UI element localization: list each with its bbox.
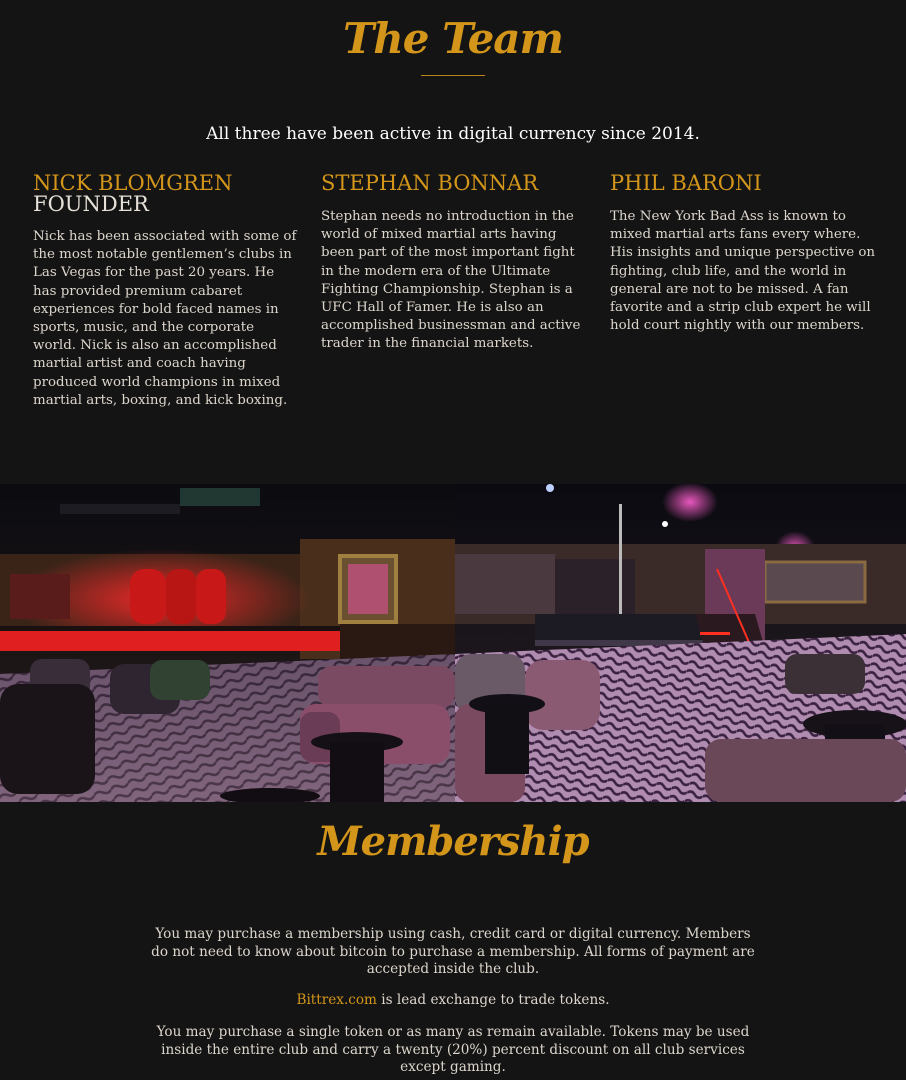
- member-bio: The New York Bad Ass is known to mixed martial arts fans every where. His insights and unique perspective on fighting, club life, and the world in general are not to be missed. A fan favorite and a strip club expert he will hold court nightly with our members.: [610, 209, 876, 334]
- membership-payment-text: You may purchase a membership using cash, credit card or digital currency. Members do not need to know about bitcoin to purchase a membership. All forms of payment are accepted inside the club.: [151, 926, 755, 977]
- member-bio: Stephan needs no introduction in the world of mixed martial arts having been part of the most important fight in the modern era of the Ultimate Fighting Championship. Stephan is a UFC Hall of Famer. He is also an accomplished businessman and active trader in the financial markets.: [321, 209, 581, 352]
- team-member-phil: [610, 172, 880, 335]
- membership-exchange-text: [150, 992, 756, 1010]
- club-stage-photo: [455, 484, 906, 802]
- member-name: PHIL BARONI: [610, 171, 762, 195]
- bittrex-link[interactable]: Bittrex.com: [296, 992, 377, 1008]
- title-divider: [421, 75, 485, 76]
- team-member-stephan: [321, 172, 589, 354]
- membership-title: Membership: [317, 818, 589, 865]
- member-bio: Nick has been associated with some of the most notable gentlemen’s clubs in Las Vegas for the past 20 years. He has provided premium cabaret experiences for bold faced names in sports, music, and the corporate world. Nick is also an accomplished martial artist and coach having produced world champions in mixed martial arts, boxing, and kick boxing.: [33, 229, 297, 408]
- team-intro: All three have been active in digital currency since 2014.: [206, 124, 700, 144]
- member-name: STEPHAN BONNAR: [321, 171, 539, 195]
- member-role: FOUNDER: [33, 192, 149, 216]
- membership-token-text: You may purchase a single token or as many as remain available. Tokens may be used inside the entire club and carry a twenty (20%) percent discount on all club services except gaming.: [156, 1024, 750, 1075]
- team-title: The Team: [343, 14, 563, 63]
- team-member-nick: [33, 172, 301, 410]
- member-name: NICK BLOMGREN: [33, 171, 233, 195]
- club-bar-photo: [0, 484, 455, 802]
- exchange-text: is lead exchange to trade tokens.: [376, 992, 610, 1008]
